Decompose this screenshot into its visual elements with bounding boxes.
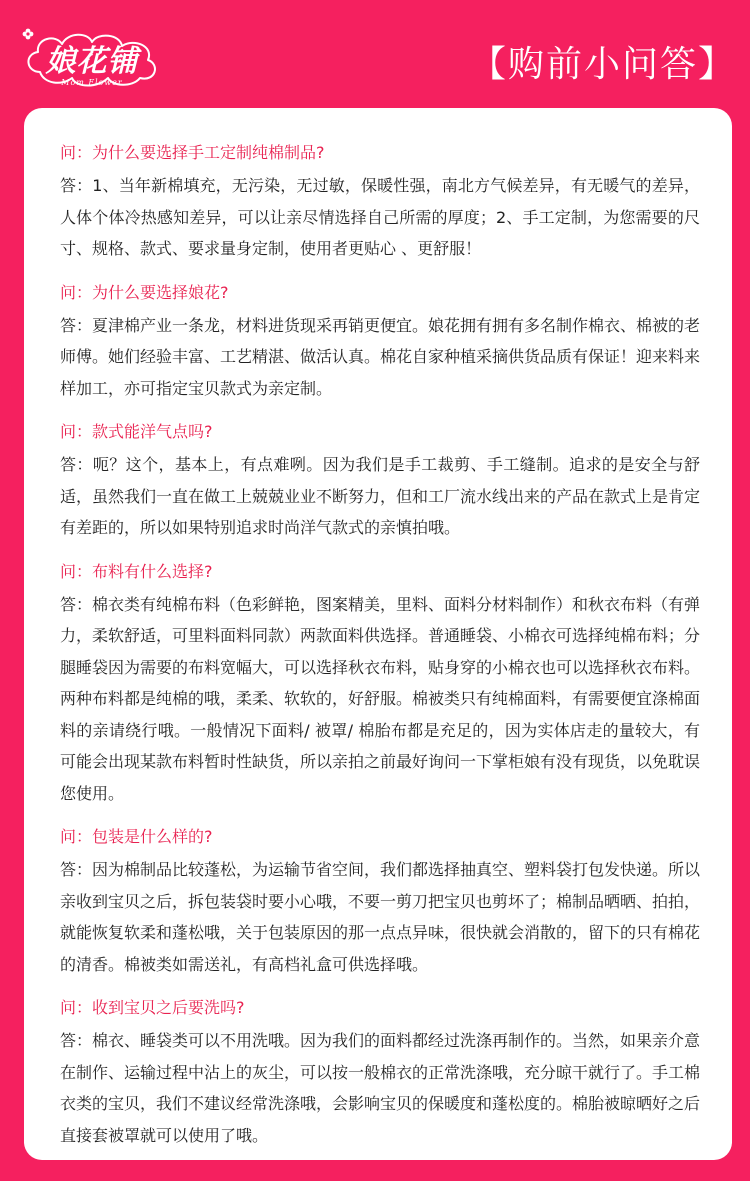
faq-answer: 答：1、当年新棉填充，无污染，无过敏，保暖性强，南北方气候差异，有无暖气的差异，人体个体冷热感知差异，可以让亲尽情选择自己所需的厚度；2、手工定制，为您需要的尺寸、规格、款式、要求量身定制，使用者更贴心 、更舒服！ bbox=[60, 176, 700, 258]
faq-item bbox=[60, 276, 700, 405]
faq-question: 问：布料有什么选择? bbox=[60, 561, 213, 581]
flower-icon bbox=[22, 28, 34, 40]
faq-item bbox=[60, 820, 700, 980]
page-title: 【购前小问答】 bbox=[469, 44, 736, 85]
faq-answer: 答：棉衣类有纯棉布料（色彩鲜艳，图案精美，里料、面料分材料制作）和秋衣布料（有弹力，柔软舒适，可里料面料同款）两款面料供选择。普通睡袋、小棉衣可选择纯棉布料；分腿睡袋因为需要的布料宽幅大，可以选择秋衣布料，贴身穿的小棉衣也可以选择秋衣布料。两种布料都是纯棉的哦，柔柔、软软的，好舒服。棉被类只有纯棉面料，有需要便宜涤棉面料的亲请绕行哦。一般情况下面料/ 被罩/ 棉胎布都是充足的，因为实体店走的量较大，有可能会出现某款布料暂时性缺货，所以亲拍之前最好询问一下掌柜娘有没有现货，以免耽误您使用。 bbox=[60, 594, 701, 803]
faq-answer: 答：因为棉制品比较蓬松，为运输节省空间，我们都选择抽真空、塑料袋打包发快递。所以亲收到宝贝之后，拆包装袋时要小心哦，不要一剪刀把宝贝也剪坏了；棉制品晒晒、拍拍，就能恢复软柔和蓬松哦，关于包装原因的那一点点异味，很快就会消散的，留下的只有棉花的清香。棉被类如需送礼，有高档礼盒可供选择哦。 bbox=[60, 860, 701, 974]
faq-list bbox=[60, 136, 700, 1162]
faq-question: 问：包装是什么样的? bbox=[60, 827, 213, 846]
faq-item bbox=[60, 555, 700, 810]
faq-answer: 答：棉衣、睡袋类可以不用洗哦。因为我们的面料都经过洗涤再制作的。当然，如果亲介意在制作、运输过程中沾上的灰尘，可以按一般棉衣的正常洗涤哦，充分晾干就行了。手工棉衣类的宝贝，我们不建议经常洗涤哦，会影响宝贝的保暖度和蓬松度的。棉胎被晾晒好之后直接套被罩就可以使用了哦。 bbox=[60, 1031, 701, 1145]
faq-question: 问：收到宝贝之后要洗吗? bbox=[60, 998, 245, 1017]
logo-english-text: Mom Flower bbox=[61, 78, 123, 87]
faq-item bbox=[60, 991, 700, 1151]
brand-logo bbox=[22, 28, 162, 92]
logo-chinese-text: 娘花铺 bbox=[45, 44, 139, 79]
faq-item bbox=[60, 415, 700, 544]
faq-question: 问：为什么要选择手工定制纯棉制品? bbox=[60, 143, 325, 162]
page-header bbox=[0, 0, 750, 108]
faq-answer: 答：夏津棉产业一条龙，材料进货现采再销更便宜。娘花拥有拥有多名制作棉衣、棉被的老师傅。她们经验丰富、工艺精湛、做活认真。棉花自家种植采摘供货品质有保证！迎来料来样加工，亦可指定宝贝款式为亲定制。 bbox=[60, 315, 701, 398]
faq-card bbox=[24, 108, 732, 1160]
faq-answer: 答：呃？这个，基本上，有点难咧。因为我们是手工裁剪、手工缝制。追求的是安全与舒适，虽然我们一直在做工上兢兢业业不断努力，但和工厂流水线出来的产品在款式上是肯定有差距的，所以如果特别追求时尚洋气款式的亲慎拍哦。 bbox=[60, 455, 701, 537]
faq-question: 问：款式能洋气点吗? bbox=[60, 422, 213, 441]
faq-question: 问：为什么要选择娘花? bbox=[60, 282, 229, 302]
faq-item bbox=[60, 136, 700, 265]
